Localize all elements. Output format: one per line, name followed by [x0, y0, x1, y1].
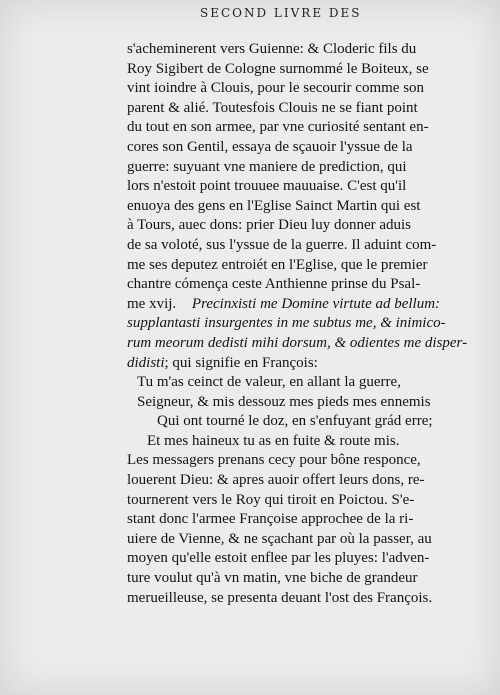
verse-line: Et mes haineux tu as en fuite & route mis.	[147, 432, 400, 449]
body-line: uiere de Vienne, & ne sçachant par où la passer, au	[127, 530, 432, 547]
body-line: moyen qu'elle estoit enflee par les pluyes: l'adven-	[127, 550, 430, 567]
running-header: SECOND LIVRE DES	[200, 6, 362, 20]
latin-quote: Precinxisti me Domine virtute ad bellum:	[191, 295, 441, 312]
body-line: Roy Sigibert de Cologne surnommé le Boiteux, se	[127, 60, 429, 77]
page-body	[127, 40, 467, 608]
body-line: Les messagers prenans cecy pour bône responce,	[127, 452, 421, 469]
body-line: à Tours, auec dons: prier Dieu luy donner aduis	[127, 217, 412, 234]
latin-line: rum meorum dedisti mihi dorsum, & odientes me disper-	[127, 334, 468, 351]
body-line: ture voulut qu'à vn matin, vne biche de grandeur	[127, 570, 418, 587]
verse-line: Qui ont tourné le doz, en s'enfuyant grád erre;	[157, 413, 433, 430]
body-line: stant donc l'armee Françoise approchee de la ri-	[127, 511, 414, 528]
body-line: lors n'estoit point trouuee mauuaise. C'est qu'il	[127, 178, 407, 195]
verse-block	[127, 373, 467, 451]
body-line: guerre: suyuant vne maniere de prediction, qui	[127, 158, 407, 175]
latin-line: supplantasti insurgentes in me subtus me, & inimico-	[127, 315, 446, 332]
body-line: parent & alié. Toutesfois Clouis ne se fiant point	[127, 99, 418, 116]
body-line: louerent Dieu: & apres auoir offert leurs dons, re-	[127, 472, 425, 489]
body-line: merueilleuse, se presenta deuant l'ost des François.	[127, 589, 433, 606]
body-line: cores son Gentil, essaya de sçauoir l'yssue de la	[127, 138, 413, 155]
verse-line: Tu m'as ceinct de valeur, en allant la guerre,	[137, 374, 401, 391]
body-line: de sa voloté, sus l'yssue de la guerre. Il aduint com-	[127, 236, 437, 253]
latin-line-end	[127, 354, 467, 374]
body-line: tournerent vers le Roy qui tiroit en Poictou. S'e-	[127, 491, 415, 508]
body-line: du tout en son armee, par vne curiosité sentant en-	[127, 119, 429, 136]
body-line: enuoya des gens en l'Eglise Sainct Martin qui est	[127, 197, 421, 214]
translation-intro: ; qui signifie en François:	[164, 354, 318, 371]
body-line: s'acheminerent vers Guienne: & Cloderic fils du	[127, 41, 417, 57]
body-line: chantre cómença ceste Anthienne prinse du Psal-	[127, 276, 421, 293]
body-line: vint ioindre à Clouis, pour le secourir comme son	[127, 80, 425, 97]
latin-quote-end: didisti	[127, 354, 165, 371]
body-line-latin-start	[127, 295, 467, 315]
verse-line: Seigneur, & mis dessouz mes pieds mes ennemis	[137, 393, 431, 410]
body-line: me ses deputez entroiét en l'Eglise, que le premier	[127, 256, 428, 273]
body-line-text: me xvij.	[127, 295, 177, 312]
